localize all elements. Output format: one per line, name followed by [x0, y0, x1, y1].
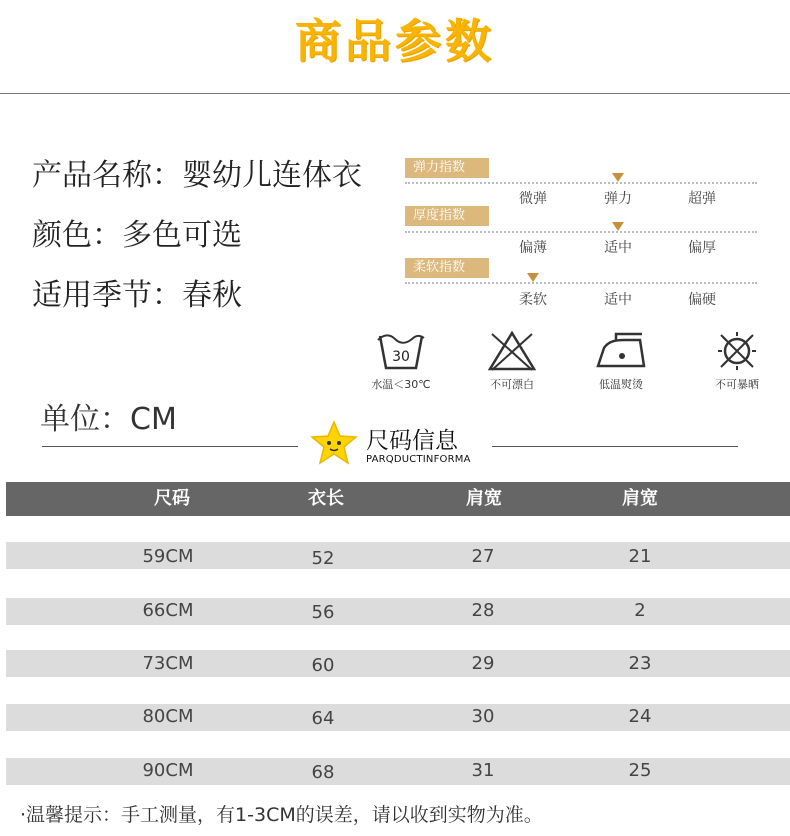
table-cell: 27 [471, 546, 495, 567]
table-cell: 23 [628, 653, 652, 674]
column-header: 衣长 [308, 488, 344, 509]
index-scale [405, 282, 757, 284]
table-cell: 66CM [142, 600, 194, 621]
table-cell: 52 [311, 548, 335, 569]
star-icon [310, 420, 358, 466]
index-marker [612, 222, 624, 231]
wash-temp-text: 30 [392, 349, 410, 365]
column-header: 肩宽 [622, 488, 658, 509]
index-option: 偏薄 [519, 240, 547, 256]
index-label: 柔软指数 [405, 258, 489, 278]
product-color: 颜色：多色可选 [32, 218, 242, 253]
care-label: 低温熨烫 [599, 378, 643, 391]
index-option: 偏硬 [688, 292, 716, 308]
section-rule-right [492, 446, 738, 447]
product-name: 产品名称：婴幼儿连体衣 [32, 158, 362, 193]
no-sun-dry-icon [712, 330, 762, 372]
unit-label: 单位：CM [40, 402, 177, 437]
table-cell: 29 [471, 653, 495, 674]
index-option: 适中 [604, 240, 632, 256]
table-cell: 73CM [142, 653, 194, 674]
care-label: 不可漂白 [490, 378, 534, 391]
size-section-title: 尺码信息 [366, 428, 458, 454]
table-cell: 80CM [142, 706, 194, 727]
index-option: 柔软 [519, 292, 547, 308]
table-cell: 28 [471, 600, 495, 621]
table-cell: 60 [311, 655, 335, 676]
care-label: 水温＜30℃ [371, 378, 431, 391]
product-season: 适用季节：春秋 [32, 278, 242, 313]
index-option: 超弹 [688, 191, 716, 207]
table-cell: 25 [628, 760, 652, 781]
care-sun [697, 330, 777, 392]
table-cell: 90CM [142, 760, 194, 781]
table-cell: 21 [628, 546, 652, 567]
care-label: 不可暴晒 [715, 378, 759, 391]
index-marker [612, 173, 624, 182]
index-marker [527, 273, 539, 282]
care-bleach [472, 330, 552, 392]
index-option: 偏厚 [688, 240, 716, 256]
table-cell: 24 [628, 706, 652, 727]
wash-30-icon [376, 330, 426, 372]
column-header: 尺码 [154, 488, 190, 509]
table-cell: 31 [471, 760, 495, 781]
table-cell: 64 [311, 708, 335, 729]
table-cell: 68 [311, 762, 335, 783]
column-header: 肩宽 [466, 488, 502, 509]
table-cell: 30 [471, 706, 495, 727]
index-option: 弹力 [604, 191, 632, 207]
index-scale [405, 231, 757, 233]
table-cell: 59CM [142, 546, 194, 567]
table-cell: 2 [634, 600, 646, 621]
title-divider [0, 93, 790, 94]
index-label: 厚度指数 [405, 206, 489, 226]
low-iron-icon [594, 330, 648, 372]
table-header [6, 482, 790, 516]
care-wash [361, 330, 441, 392]
index-label: 弹力指数 [405, 158, 489, 178]
size-section-subtitle: PARQDUCTINFORMA [366, 454, 471, 465]
page-title: 商品参数 [295, 14, 495, 68]
index-scale [405, 182, 757, 184]
table-cell: 56 [311, 602, 335, 623]
section-rule-left [42, 446, 298, 447]
no-bleach-icon [487, 330, 537, 372]
index-option: 微弹 [519, 191, 547, 207]
index-option: 适中 [604, 292, 632, 308]
care-iron [581, 330, 661, 392]
measurement-note: ·温馨提示：手工测量，有1-3CM的误差，请以收到实物为准。 [20, 804, 543, 826]
